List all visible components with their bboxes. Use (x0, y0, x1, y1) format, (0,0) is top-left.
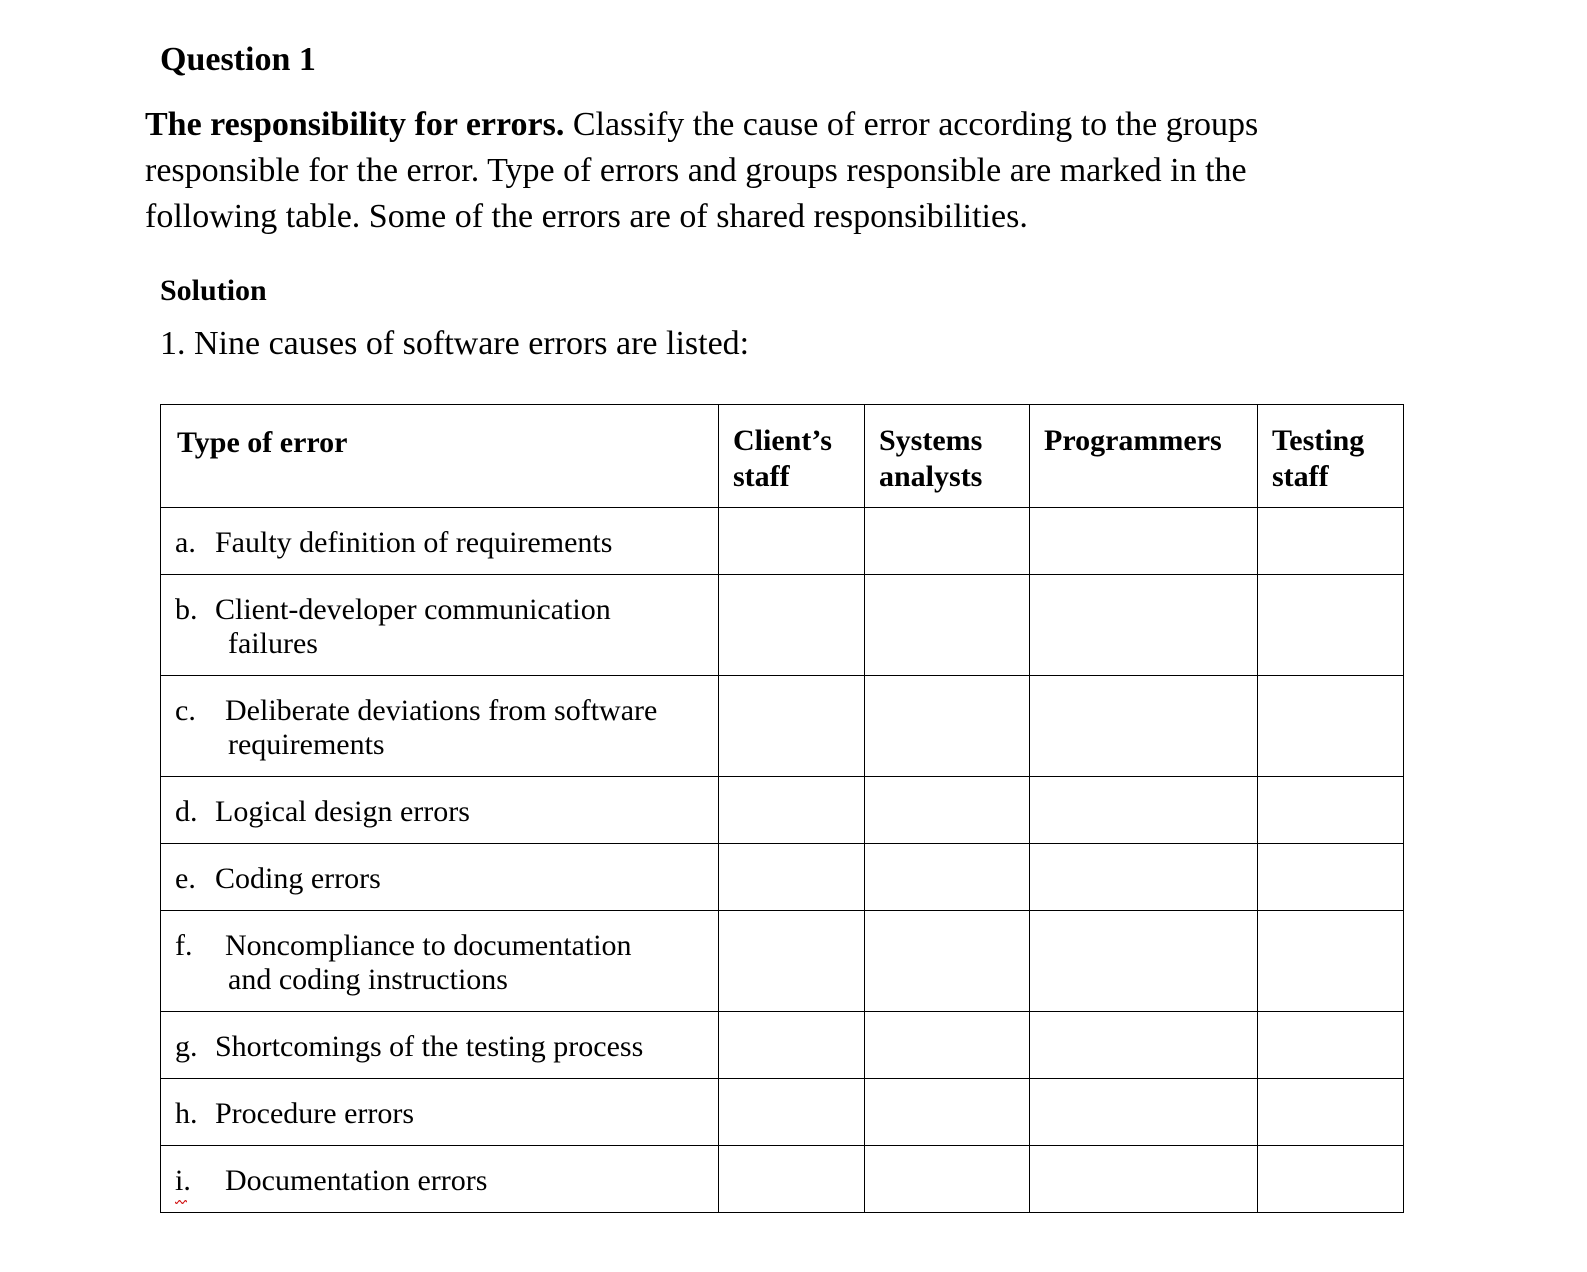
table-row (161, 1146, 1404, 1213)
programmers-cell[interactable] (1030, 911, 1258, 1012)
header-type-of-error: Type of error (161, 405, 719, 508)
error-type-cell (161, 1146, 719, 1213)
error-type-cell (161, 1079, 719, 1146)
row-line1: Faulty definition of requirements (215, 526, 613, 559)
row-letter (175, 1164, 225, 1198)
solution-title: Solution (160, 274, 267, 307)
table-row (161, 911, 1404, 1012)
programmers-cell[interactable] (1030, 844, 1258, 911)
systems-analysts-cell[interactable] (865, 508, 1030, 575)
programmers-cell[interactable] (1030, 1012, 1258, 1079)
table-row (161, 1079, 1404, 1146)
programmers-cell[interactable] (1030, 1146, 1258, 1213)
row-line1: Deliberate deviations from software (225, 694, 658, 727)
clients-staff-cell[interactable] (719, 676, 865, 777)
error-type-cell (161, 575, 719, 676)
testing-staff-cell[interactable] (1258, 844, 1404, 911)
systems-analysts-cell[interactable] (865, 911, 1030, 1012)
row-line1: Client-developer communication (215, 593, 611, 626)
row-letter: a. (175, 526, 196, 559)
row-line1: Logical design errors (215, 795, 470, 828)
systems-analysts-cell[interactable] (865, 777, 1030, 844)
row-letter: f. (175, 929, 193, 962)
error-type-cell (161, 911, 719, 1012)
clients-staff-cell[interactable] (719, 844, 865, 911)
clients-staff-cell[interactable] (719, 911, 865, 1012)
row-line2: requirements (228, 728, 385, 761)
systems-analysts-cell[interactable] (865, 575, 1030, 676)
systems-analysts-cell[interactable] (865, 844, 1030, 911)
row-letter: b. (175, 593, 198, 626)
testing-staff-cell[interactable] (1258, 777, 1404, 844)
row-letter: e. (175, 862, 196, 895)
testing-staff-cell[interactable] (1258, 1146, 1404, 1213)
row-line1: Coding errors (215, 862, 381, 895)
programmers-cell[interactable] (1030, 508, 1258, 575)
error-type-cell (161, 1012, 719, 1079)
row-letter: d. (175, 795, 198, 828)
error-type-cell (161, 777, 719, 844)
clients-staff-cell[interactable] (719, 508, 865, 575)
header-clients-staff: Client’s staff (719, 405, 865, 508)
clients-staff-cell[interactable] (719, 777, 865, 844)
header-testing-staff: Testing staff (1258, 405, 1404, 508)
header-programmers: Programmers (1030, 405, 1258, 508)
testing-staff-cell[interactable] (1258, 676, 1404, 777)
intro-bold-heading: The responsibility for errors. (145, 106, 565, 143)
row-letter: h. (175, 1097, 198, 1130)
clients-staff-cell[interactable] (719, 1012, 865, 1079)
clients-staff-cell[interactable] (719, 1146, 865, 1213)
clients-staff-cell[interactable] (719, 575, 865, 676)
question-title: Question 1 (160, 41, 316, 78)
table-row (161, 844, 1404, 911)
error-responsibility-table (160, 404, 1404, 1213)
row-line1: Documentation errors (225, 1164, 488, 1197)
header-systems-analysts: Systems analysts (865, 405, 1030, 508)
error-type-cell (161, 844, 719, 911)
programmers-cell[interactable] (1030, 575, 1258, 676)
question-intro (145, 102, 1325, 240)
spellcheck-squiggle: i. (175, 1164, 191, 1197)
testing-staff-cell[interactable] (1258, 1012, 1404, 1079)
row-line2: failures (228, 627, 318, 660)
table-row (161, 575, 1404, 676)
table-header-row (161, 405, 1404, 508)
row-line1: Procedure errors (215, 1097, 415, 1130)
intro-body-text: Classify the cause of error according to the groups responsible for the error. Type of errors and groups responsible are marked in the following table. Some of the errors are of shared responsibilities. (145, 106, 1259, 235)
error-type-cell (161, 508, 719, 575)
systems-analysts-cell[interactable] (865, 1012, 1030, 1079)
programmers-cell[interactable] (1030, 1079, 1258, 1146)
solution-line: 1. Nine causes of software errors are listed: (160, 325, 750, 362)
testing-staff-cell[interactable] (1258, 575, 1404, 676)
table-row (161, 777, 1404, 844)
row-line2: and coding instructions (228, 963, 508, 996)
systems-analysts-cell[interactable] (865, 1079, 1030, 1146)
error-type-cell (161, 676, 719, 777)
programmers-cell[interactable] (1030, 777, 1258, 844)
systems-analysts-cell[interactable] (865, 676, 1030, 777)
testing-staff-cell[interactable] (1258, 508, 1404, 575)
row-letter: g. (175, 1030, 198, 1063)
row-line1: Shortcomings of the testing process (215, 1030, 644, 1063)
systems-analysts-cell[interactable] (865, 1146, 1030, 1213)
row-line1: Noncompliance to documentation (225, 929, 632, 962)
clients-staff-cell[interactable] (719, 1079, 865, 1146)
testing-staff-cell[interactable] (1258, 1079, 1404, 1146)
programmers-cell[interactable] (1030, 676, 1258, 777)
table-row (161, 676, 1404, 777)
table-row (161, 508, 1404, 575)
row-letter: c. (175, 694, 196, 727)
testing-staff-cell[interactable] (1258, 911, 1404, 1012)
table-row (161, 1012, 1404, 1079)
